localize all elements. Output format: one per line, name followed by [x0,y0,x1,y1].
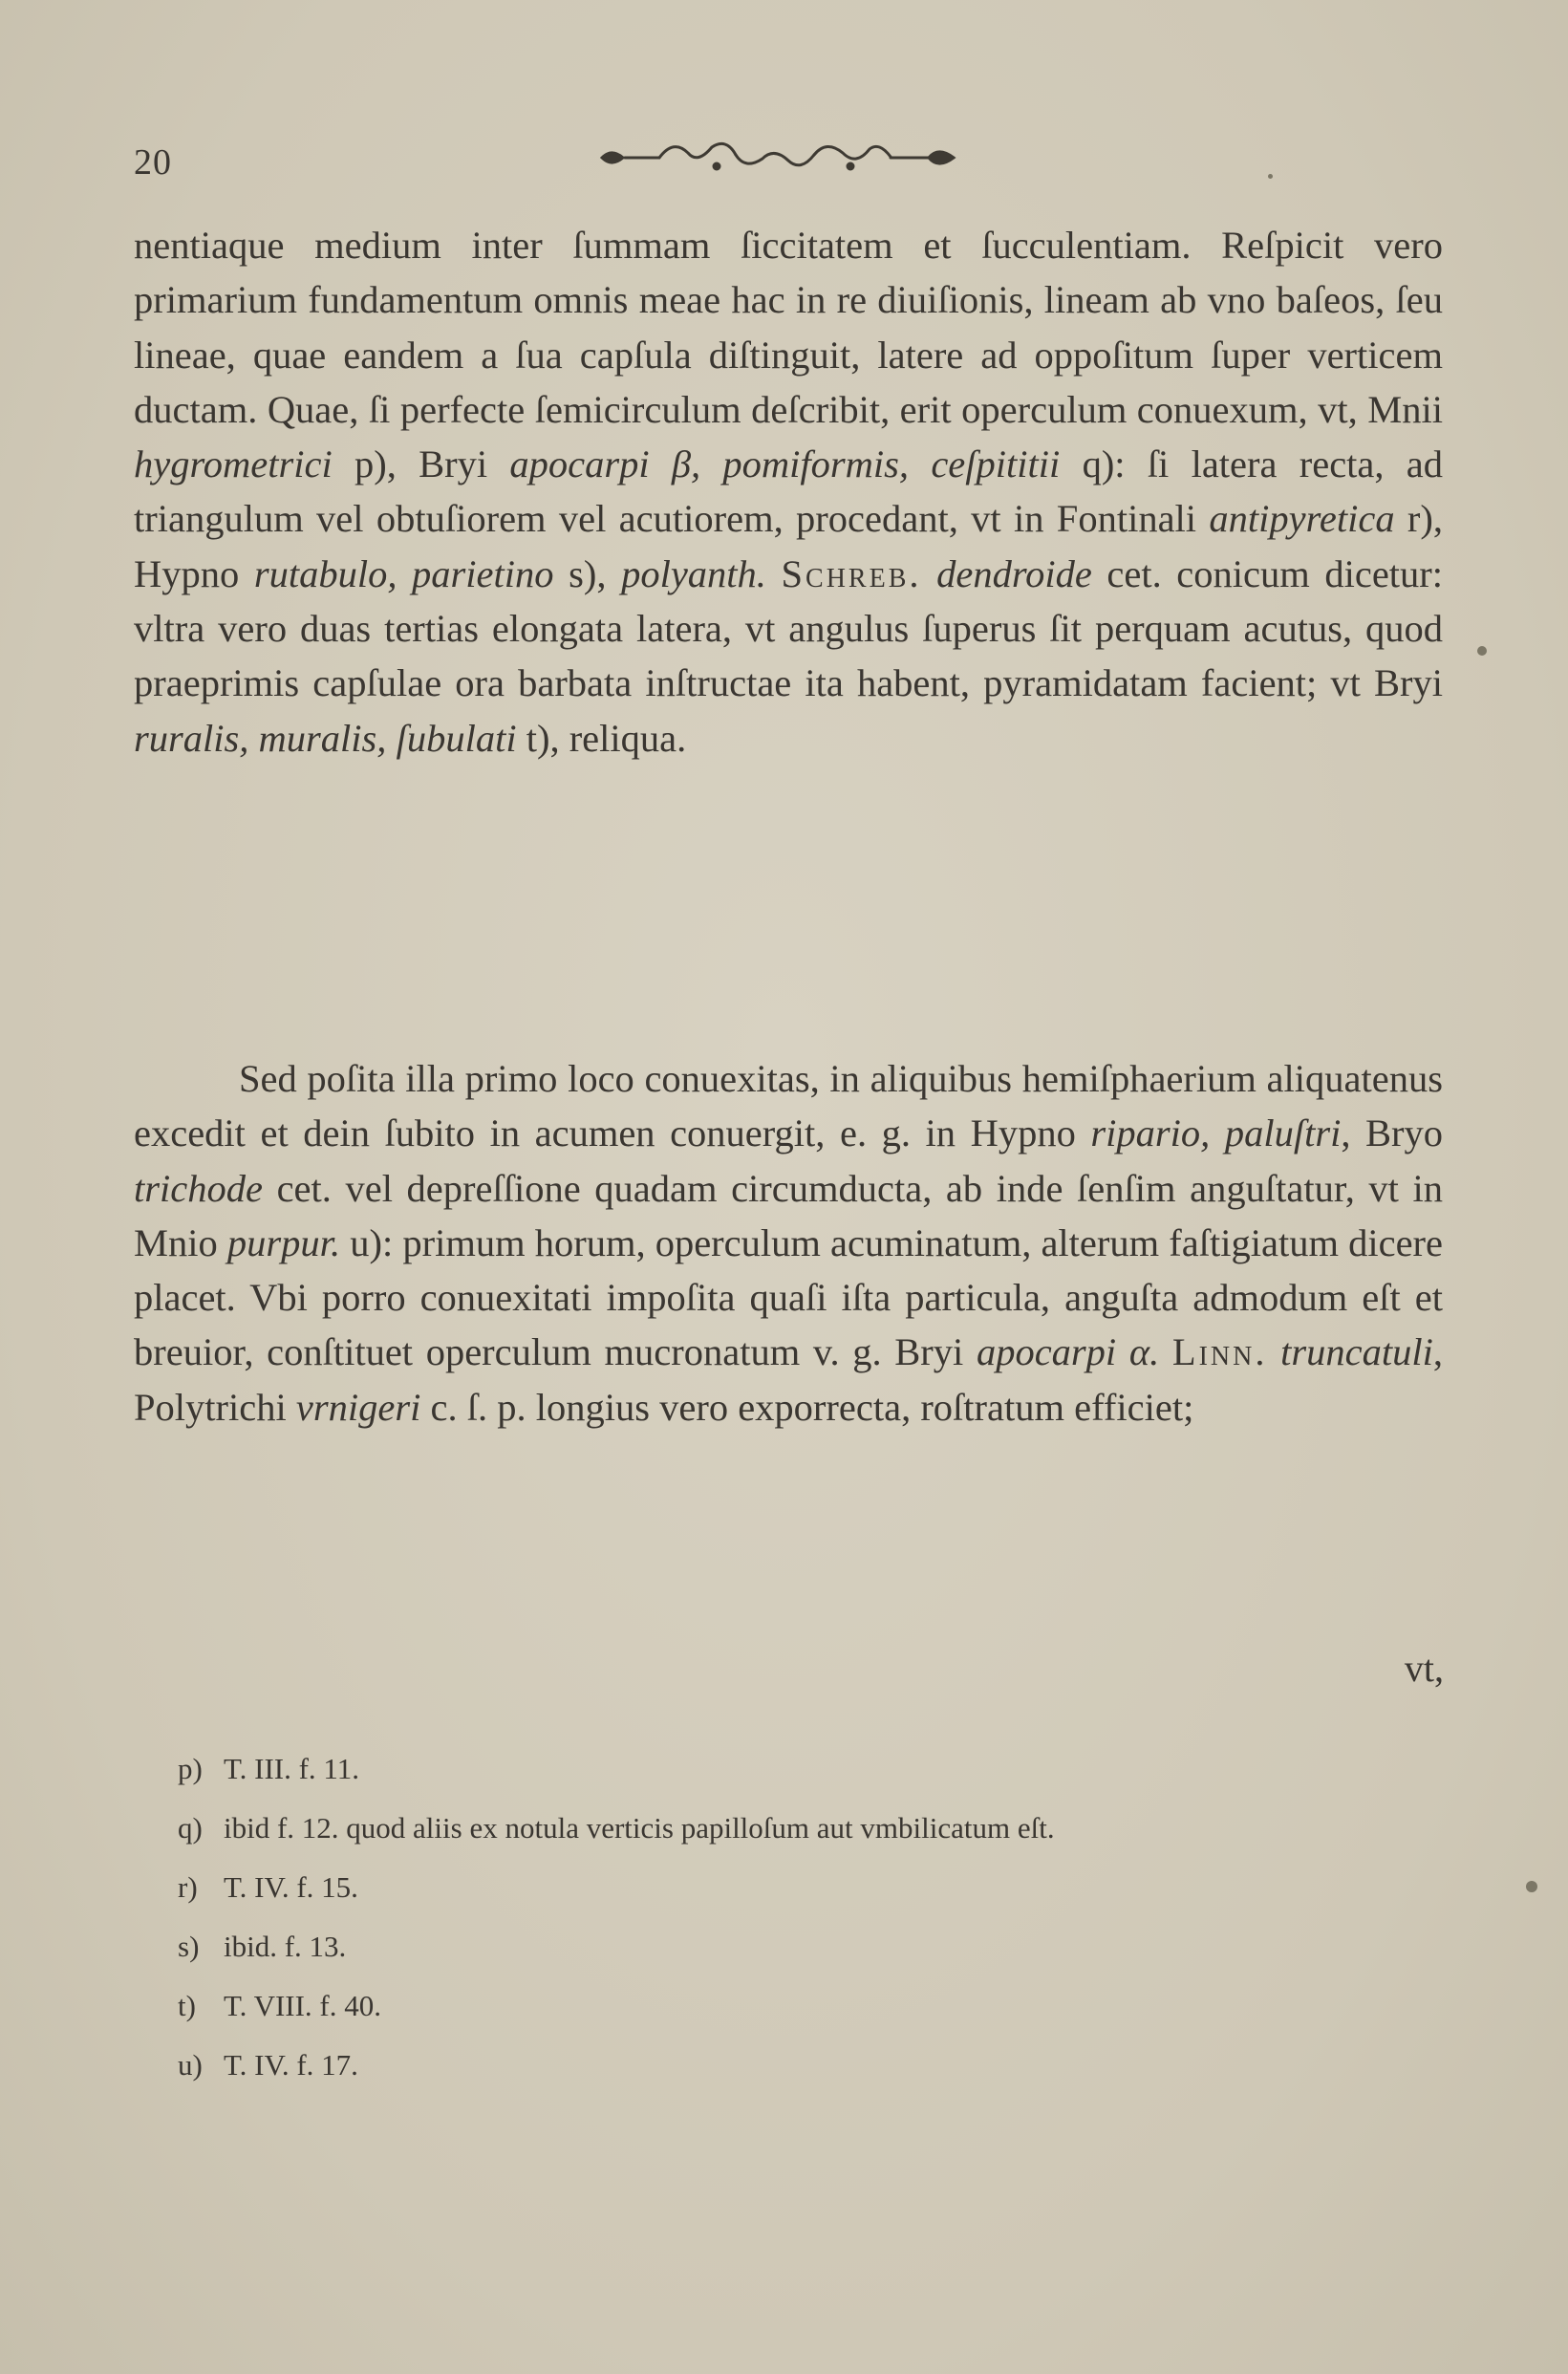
footnotes [178,1739,1055,2095]
paper-speck [1268,174,1273,179]
paragraph-2-text: Sed poſita illa primo loco conuexitas, in aliquibus hemiſphaerium aliquatenus excedit et dein ſubito in acumen conuergit, e. g. in Hypno ripario, paluſtri, Bryo trichode cet. vel depreſſione quadam circumducta, ab inde ſenſim anguſtatur, vt in Mnio purpur. u): primum horum, operculum acuminatum, alterum faſtigiatum dicere placet. Vbi porro conuexitati impoſita quaſi iſta particula, anguſta admodum eſt et breuior, conſtituet operculum mucronatum v. g. Bryi apocarpi α. Linn. truncatuli, Polytrichi vrnigeri c. ſ. p. longius vero exporrecta, roſtratum efficiet; [134,1057,1444,1429]
paragraph-2 [134,1051,1443,1435]
footnote: u) T. IV. f. 17. [178,2048,358,2082]
paragraph-1-text: nentiaque medium inter ſummam ſiccitatem et ſucculentiam. Reſpicit vero primarium fundamentum omnis meae hac in re diuiſionis, lineam ab vno baſeos, ſeu lineae, quae eandem a ſua capſula diſtinguit, latere ad oppoſitum ſuper verticem ductam. Quae, ſi perfecte ſemicirculum deſcribit, erit operculum conuexum, vt, Mnii hygrometrici p), Bryi apocarpi β, pomiformis, ceſpititii q): ſi latera recta, ad triangulum vel obtuſiorem vel acutiorem, procedant, vt in Fontinali antipyretica r), Hypno rutabulo, parietino s), polyanth. Schreb. dendroide cet. conicum dicetur: vltra vero duas tertias elongata latera, vt angulus ſuperus ſit perquam acutus, quod praeprimis capſulae ora barbata inſtructae ita habent, pyramidatam facient; vt Bryi ruralis, muralis, ſubulati t), reliqua. [134,224,1444,760]
paper-speck [1477,646,1487,656]
header-ornament [592,134,975,182]
page-number: 20 [134,142,172,183]
footnote: q) ibid f. 12. quod aliis ex notula verticis papilloſum aut vmbilicatum eſt. [178,1811,1055,1845]
footnote: r) T. IV. f. 15. [178,1870,358,1904]
footnote: t) T. VIII. f. 40. [178,1989,382,2022]
footnote: p) T. III. f. 11. [178,1752,360,1785]
footnote: s) ibid. f. 13. [178,1930,347,1963]
paper-speck [1526,1881,1537,1892]
catchword: vt, [1404,1647,1444,1690]
paragraph-1 [134,218,1443,766]
